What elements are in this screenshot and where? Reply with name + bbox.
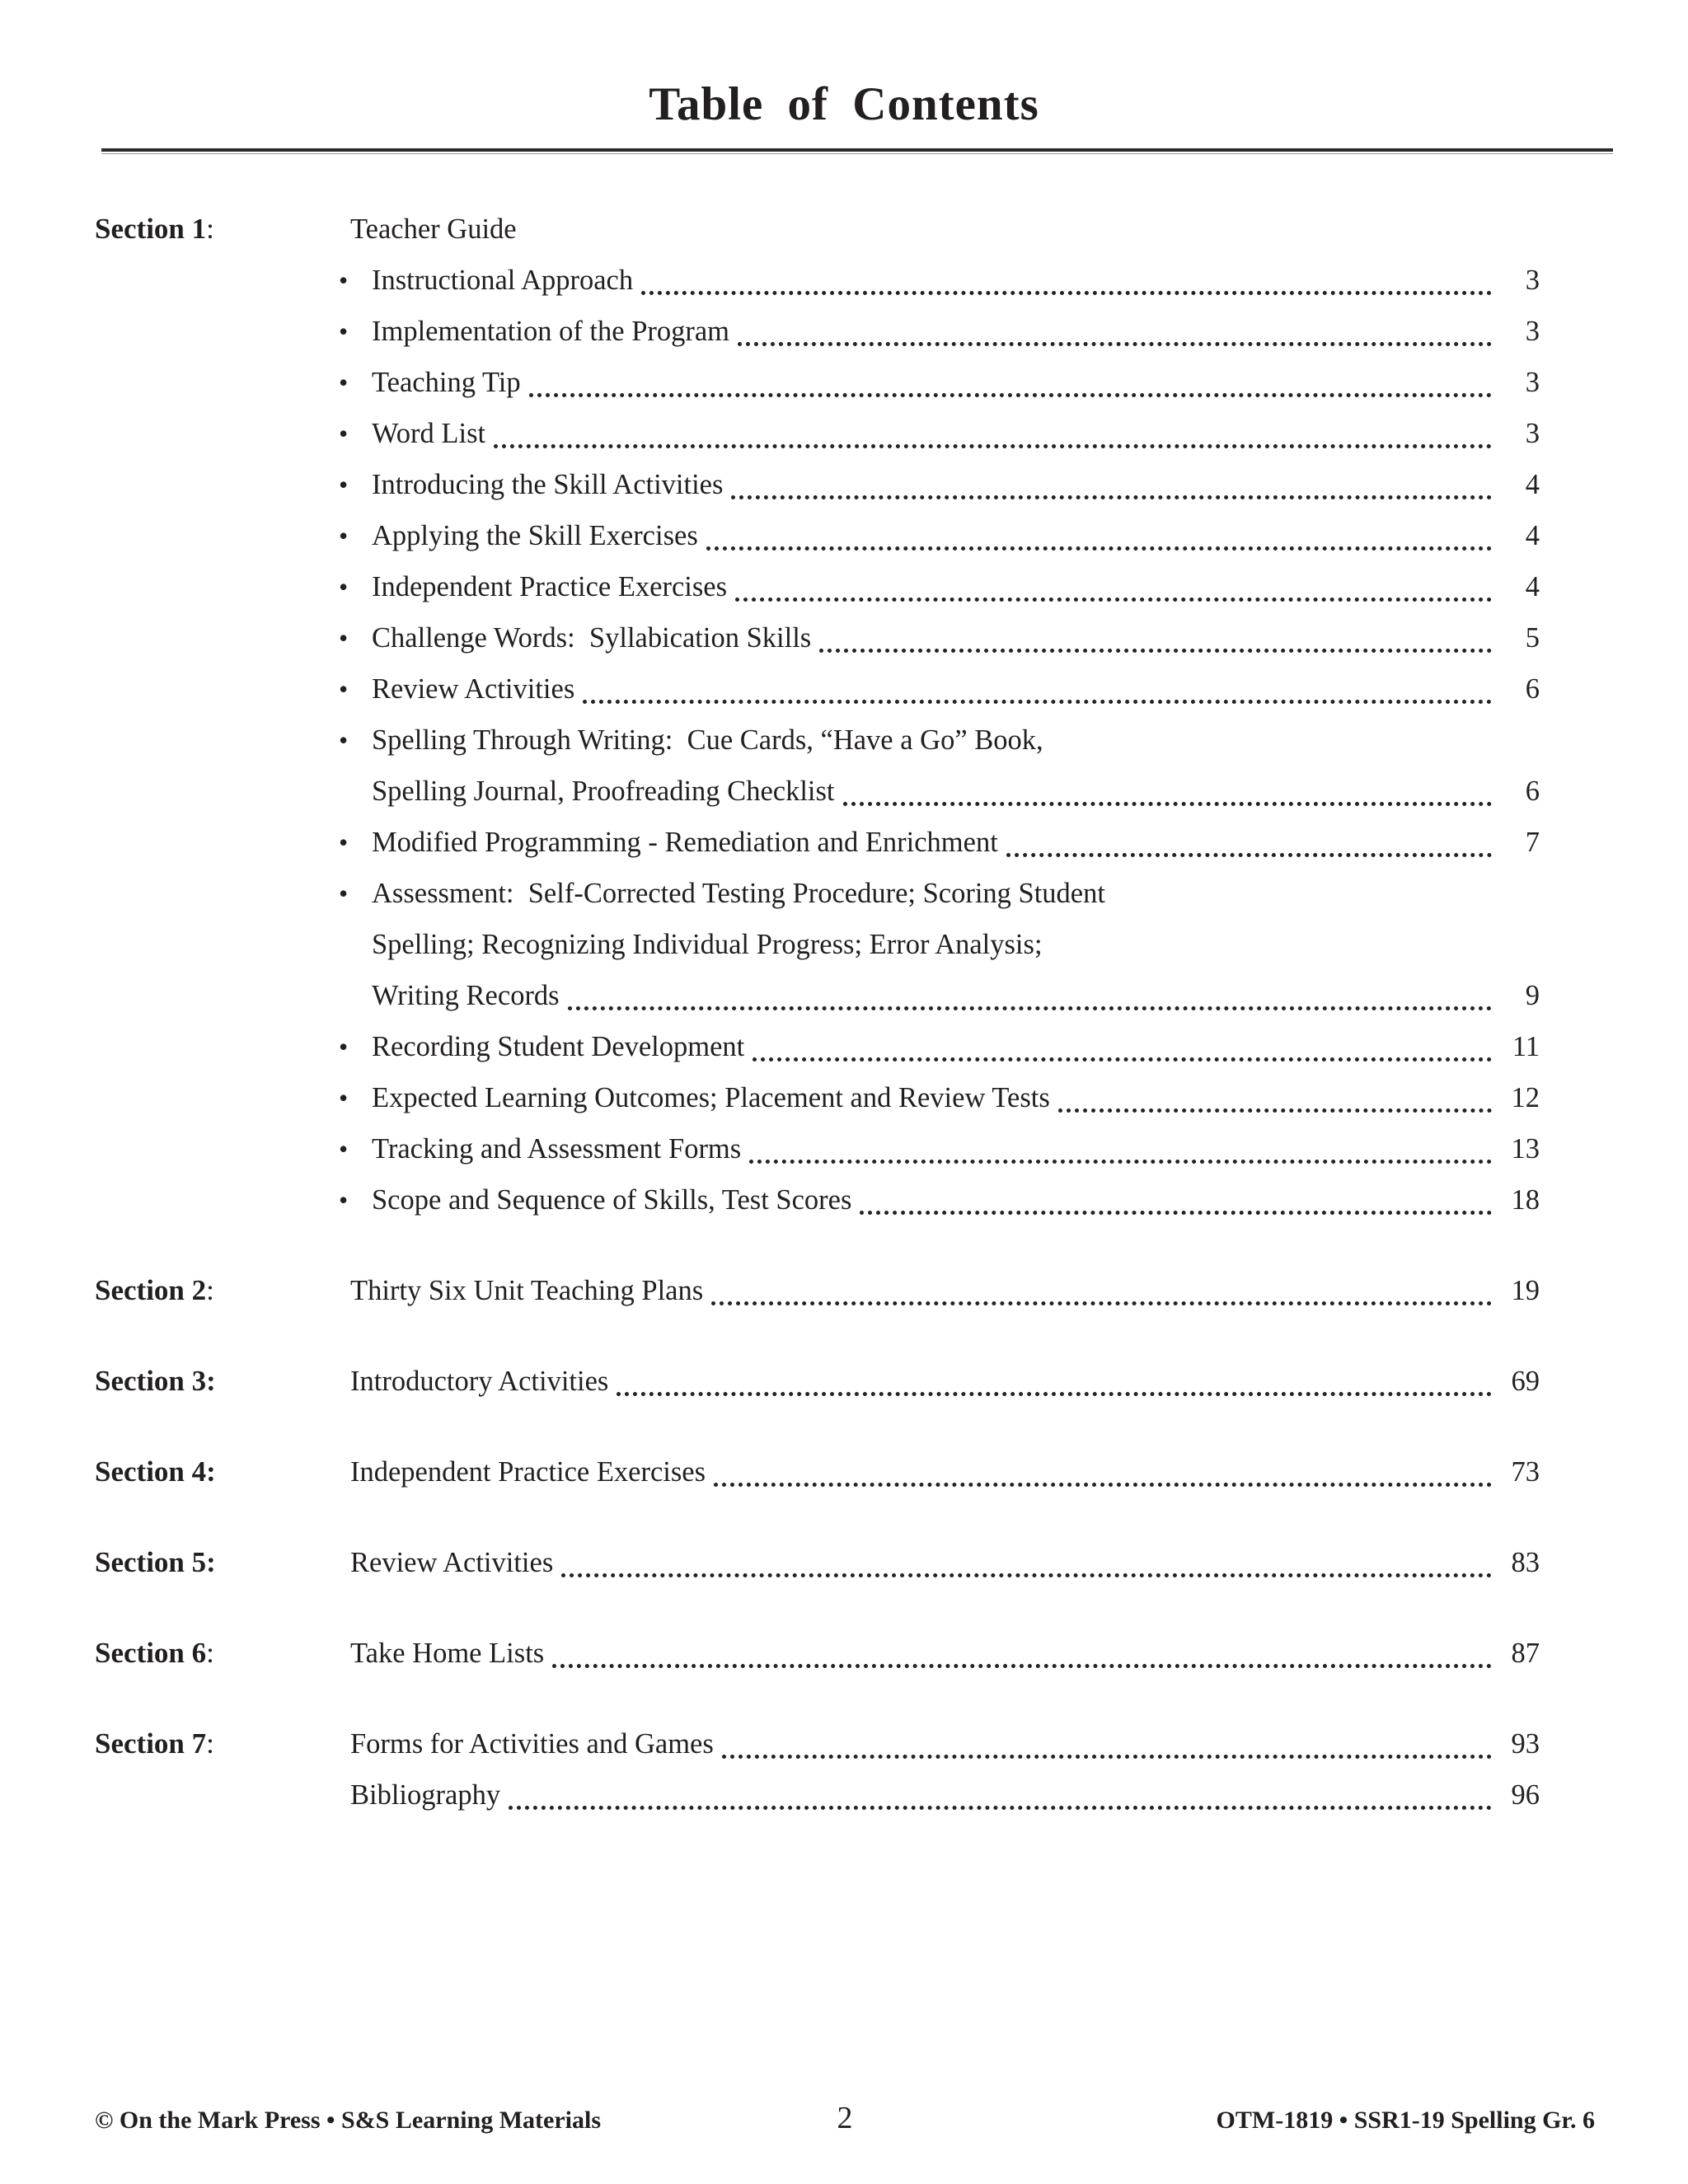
bullet-icon: • (339, 623, 349, 653)
toc-entry-page: 3 (1525, 418, 1540, 449)
dot-leader (711, 1265, 1492, 1305)
dot-leader (819, 612, 1492, 653)
toc-entry-text: Independent Practice Exercises (350, 1456, 706, 1488)
footer-copyright: © On the Mark Press • S&S Learning Materials (95, 2107, 601, 2134)
bullet-icon: • (339, 470, 349, 499)
toc-item (339, 1021, 1540, 1072)
section-label (95, 1356, 350, 1407)
section-heading (95, 1265, 1540, 1316)
toc-entry-line (350, 1265, 1540, 1316)
dot-leader (722, 1718, 1492, 1759)
toc-entry-page: 87 (1511, 1638, 1540, 1669)
toc-entry-line (372, 1123, 1540, 1174)
section-label-text: Section 7 (95, 1727, 207, 1760)
section-label-colon: : (206, 1274, 214, 1306)
section-label-colon: : (206, 1365, 216, 1397)
toc-entry-text: Thirty Six Unit Teaching Plans (350, 1275, 704, 1306)
toc-entry-text: Spelling Journal, Proofreading Checklist (372, 776, 835, 807)
section-label-colon: : (206, 1455, 216, 1488)
toc-item-content (372, 715, 1540, 817)
toc-entry-line (372, 357, 1540, 408)
toc-entry-page: 69 (1511, 1366, 1540, 1397)
section-label-text: Section 2 (95, 1274, 207, 1306)
bullet-icon: • (339, 368, 349, 397)
toc-entry-line (372, 510, 1540, 561)
dot-leader (735, 561, 1492, 602)
bullet-icon: • (339, 1083, 349, 1113)
toc-entry-page: 3 (1525, 316, 1540, 347)
section-title-cell (350, 204, 1540, 255)
toc-entry-line (372, 868, 1540, 919)
section-label-text: Section 6 (95, 1637, 207, 1669)
toc-entry-text: Modified Programming - Remediation and Enrichment (372, 827, 998, 858)
section-heading (95, 204, 1540, 255)
toc-entry-text: Forms for Activities and Games (350, 1728, 714, 1760)
dot-leader (731, 459, 1492, 499)
toc-entry-text: Independent Practice Exercises (372, 571, 728, 602)
toc-entry-page: 93 (1511, 1728, 1540, 1760)
toc-entry-line (350, 1446, 1540, 1497)
toc-entry-text: Spelling; Recognizing Individual Progress; Error Analysis; (372, 929, 1043, 960)
dot-leader (561, 1537, 1492, 1577)
section-label (95, 1628, 350, 1679)
section-label-text: Section 3 (95, 1365, 207, 1397)
section1-item-list (339, 255, 1540, 1226)
toc-item (339, 255, 1540, 306)
dot-leader (843, 766, 1492, 806)
dot-leader (583, 663, 1492, 704)
toc-item (339, 459, 1540, 510)
section-label-colon: : (206, 1727, 214, 1760)
toc-entry-line (372, 817, 1540, 868)
toc-entry-line (350, 1537, 1540, 1588)
toc-entry-line (372, 306, 1540, 357)
dot-leader (749, 1123, 1492, 1164)
section-label-colon: : (206, 1637, 214, 1669)
toc-entry-text: Applying the Skill Exercises (372, 520, 698, 551)
toc-item (339, 868, 1540, 1021)
toc-entry-text: Word List (372, 418, 486, 449)
toc-entry-line (372, 715, 1540, 766)
dot-leader (706, 510, 1492, 551)
section-label (95, 1718, 350, 1769)
toc-entry-text: Review Activities (350, 1547, 554, 1578)
bullet-icon: • (339, 725, 349, 755)
bullet-icon: • (339, 265, 349, 295)
toc-entry-text: Instructional Approach (372, 265, 634, 296)
toc-entry-page: 12 (1511, 1082, 1540, 1113)
toc-item-content (372, 306, 1540, 357)
toc-item-content (372, 817, 1540, 868)
section-label (95, 204, 350, 255)
section-label (95, 1537, 350, 1588)
toc-entry-page: 3 (1525, 265, 1540, 296)
dot-leader (494, 408, 1492, 448)
dot-leader (860, 1174, 1492, 1215)
toc-entry-page: 4 (1525, 520, 1540, 551)
toc-item-content (372, 561, 1540, 612)
toc-item (339, 1123, 1540, 1174)
toc-entry-line (350, 1769, 1540, 1821)
toc-item (339, 715, 1540, 817)
toc-entry-text: Scope and Sequence of Skills, Test Scores (372, 1184, 852, 1216)
section-label-text: Section 5 (95, 1546, 207, 1578)
toc-item (339, 510, 1540, 561)
toc-item-content (372, 510, 1540, 561)
dot-leader (1058, 1072, 1492, 1113)
section-label-colon: : (206, 213, 214, 245)
bullet-icon: • (339, 827, 349, 857)
toc-entry-page: 3 (1525, 367, 1540, 398)
toc-entry-line (372, 408, 1540, 459)
toc-entry-page: 6 (1525, 673, 1540, 705)
toc-item-content (372, 255, 1540, 306)
section-heading (95, 1628, 1540, 1679)
toc-entry-line (372, 459, 1540, 510)
section-label (95, 1265, 350, 1316)
toc-entry-page: 4 (1525, 469, 1540, 500)
section-label-colon: : (206, 1546, 216, 1578)
dot-leader (714, 1446, 1492, 1487)
toc-item (339, 357, 1540, 408)
toc-entry-line (372, 766, 1540, 817)
toc-entry-page: 96 (1511, 1779, 1540, 1811)
toc-entry-page: 6 (1525, 776, 1540, 807)
bullet-icon: • (339, 674, 349, 704)
toc-entry-line (350, 1718, 1540, 1769)
dot-leader (552, 1628, 1492, 1668)
section-title-cell (350, 1265, 1540, 1316)
section-title-cell (350, 1628, 1540, 1679)
dot-leader (529, 357, 1492, 397)
toc-item-content (372, 459, 1540, 510)
toc-item (339, 306, 1540, 357)
toc-item-content (372, 1123, 1540, 1174)
section-label (95, 1446, 350, 1497)
toc-entry-page: 73 (1511, 1456, 1540, 1488)
toc-item (339, 612, 1540, 663)
toc-item (339, 1174, 1540, 1226)
dot-leader (568, 970, 1492, 1010)
toc-item-content (372, 612, 1540, 663)
toc-entry-text: Introductory Activities (350, 1366, 609, 1397)
toc-entry-text: Take Home Lists (350, 1638, 545, 1669)
toc-item-content (372, 663, 1540, 715)
section-title-cell (350, 1356, 1540, 1407)
toc-entry-line (350, 1356, 1540, 1407)
toc-entry-page: 18 (1511, 1184, 1540, 1216)
section-label-text: Section 4 (95, 1455, 207, 1488)
section-heading (95, 1718, 1540, 1821)
toc-item-content (372, 868, 1540, 1021)
toc-item-content (372, 357, 1540, 408)
bullet-icon: • (339, 1185, 349, 1215)
toc-entry-text: Recording Student Development (372, 1031, 745, 1062)
toc-entry-text: Challenge Words: Syllabication Skills (372, 622, 812, 654)
toc-entry-text: Teaching Tip (372, 367, 521, 398)
dot-leader (641, 255, 1492, 295)
section-heading (95, 1537, 1540, 1588)
toc-entry-page: 13 (1511, 1133, 1540, 1165)
dot-leader (753, 1021, 1492, 1062)
section-title-cell (350, 1718, 1540, 1821)
toc-item (339, 408, 1540, 459)
section-title: Teacher Guide (350, 213, 517, 245)
toc-entry-line (372, 561, 1540, 612)
dot-leader (738, 306, 1492, 346)
toc-entry-text: Introducing the Skill Activities (372, 469, 724, 500)
toc-entry-page: 9 (1525, 980, 1540, 1011)
toc-entry-line (372, 663, 1540, 715)
toc-entry-text: Assessment: Self-Corrected Testing Procedure; Scoring Student (372, 878, 1105, 909)
toc-entry-text: Spelling Through Writing: Cue Cards, “Have a Go” Book, (372, 724, 1043, 756)
bullet-icon: • (339, 316, 349, 346)
dot-leader (617, 1356, 1492, 1396)
toc-item (339, 1072, 1540, 1123)
toc-entry-text: Expected Learning Outcomes; Placement and Review Tests (372, 1082, 1050, 1113)
page-footer (95, 2100, 1595, 2136)
toc-item-content (372, 1072, 1540, 1123)
toc-entry-page: 5 (1525, 622, 1540, 654)
table-of-contents (95, 204, 1540, 1821)
toc-entry-text: Review Activities (372, 673, 575, 705)
toc-entry-line (372, 1021, 1540, 1072)
title-rule (101, 148, 1613, 154)
toc-entry-line (372, 255, 1540, 306)
toc-entry-page: 11 (1512, 1031, 1540, 1062)
toc-entry-page: 83 (1511, 1547, 1540, 1578)
toc-entry-line (372, 919, 1540, 970)
bullet-icon: • (339, 1134, 349, 1164)
page-title: Table of Contents (649, 78, 1039, 130)
toc-entry-line (350, 1628, 1540, 1679)
footer-product-code: OTM-1819 • SSR1-19 Spelling Gr. 6 (1216, 2107, 1595, 2134)
bullet-icon: • (339, 521, 349, 551)
footer-page-number: 2 (837, 2101, 853, 2135)
toc-item (339, 817, 1540, 868)
toc-entry-text: Implementation of the Program (372, 316, 730, 347)
section-heading (95, 1446, 1540, 1497)
toc-item (339, 663, 1540, 715)
bullet-icon: • (339, 1032, 349, 1062)
section-heading (95, 1356, 1540, 1407)
bullet-icon: • (339, 419, 349, 448)
section-title-cell (350, 1446, 1540, 1497)
toc-entry-text: Writing Records (372, 980, 560, 1011)
toc-entry-line (372, 612, 1540, 663)
toc-entry-line (372, 1072, 1540, 1123)
toc-entry-text: Bibliography (350, 1779, 501, 1811)
bullet-icon: • (339, 879, 349, 908)
toc-item-content (372, 1021, 1540, 1072)
toc-entry-line (372, 970, 1540, 1021)
toc-entry-page: 7 (1525, 827, 1540, 858)
toc-item-content (372, 1174, 1540, 1226)
toc-entry-line (372, 1174, 1540, 1226)
toc-item (339, 561, 1540, 612)
toc-entry-text: Tracking and Assessment Forms (372, 1133, 742, 1165)
toc-entry-page: 4 (1525, 571, 1540, 602)
section-title-cell (350, 1537, 1540, 1588)
toc-item-content (372, 408, 1540, 459)
toc-entry-page: 19 (1511, 1275, 1540, 1306)
dot-leader (509, 1769, 1492, 1810)
bullet-icon: • (339, 572, 349, 602)
section-label-text: Section 1 (95, 213, 207, 245)
dot-leader (1006, 817, 1492, 857)
